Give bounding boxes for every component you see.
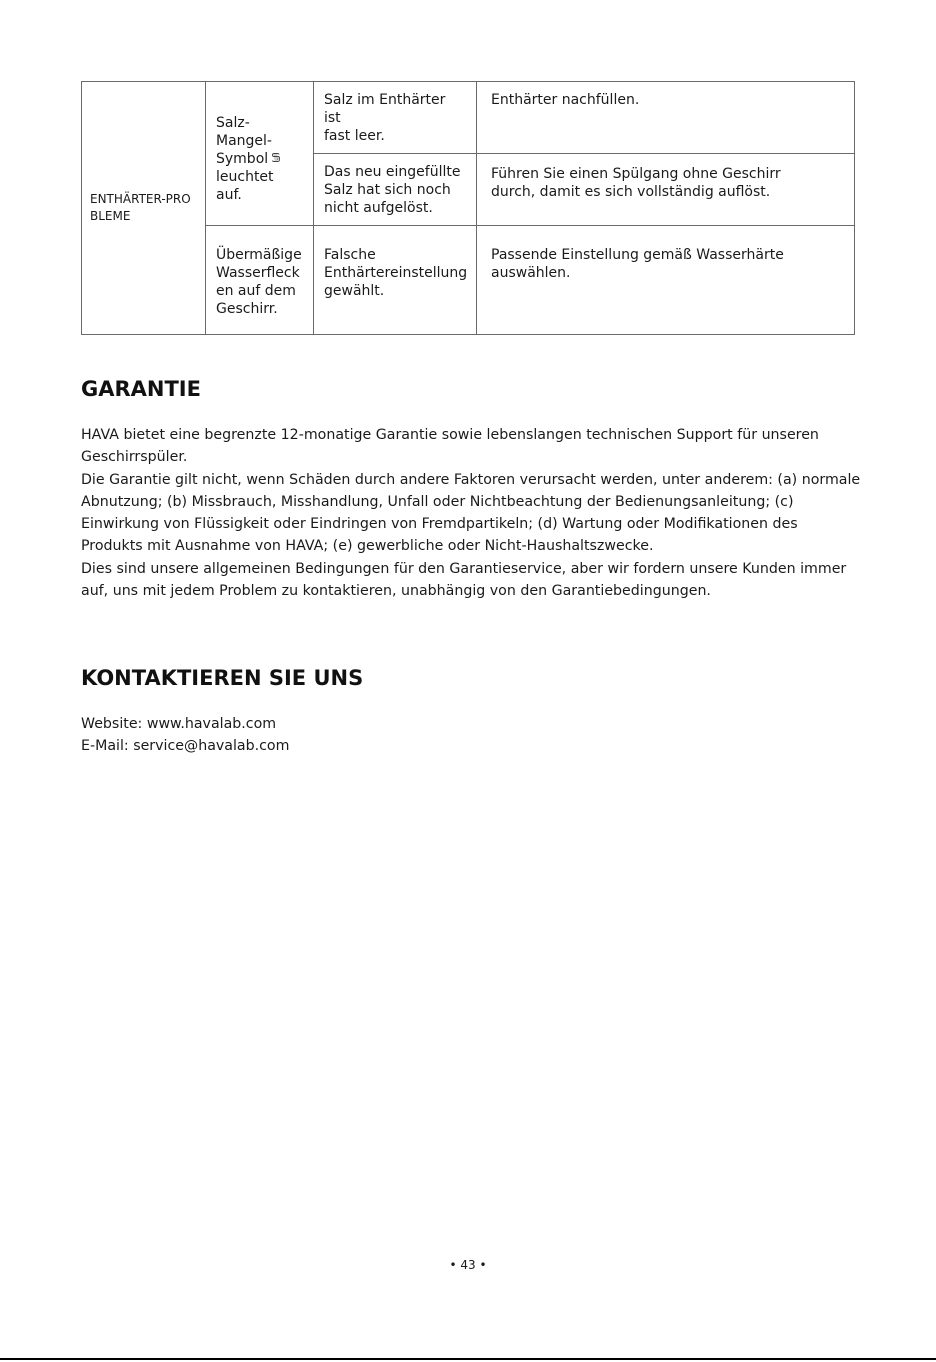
- cause-line: Falsche: [324, 247, 376, 263]
- solution-cell: [477, 82, 855, 154]
- bottom-rule: [0, 1358, 936, 1360]
- warranty-line: HAVA bietet eine begrenzte 12-monatige Garantie sowie lebenslangen technischen Support für unseren: [81, 427, 819, 443]
- category-label: ENTHÄRTER-PRO: [90, 192, 191, 206]
- page-number: • 43 •: [449, 1258, 487, 1272]
- email-text: E-Mail: service@havalab.com: [81, 738, 290, 755]
- solution-line: durch, damit es sich vollständig auflöst.: [491, 184, 771, 200]
- solution-line: Führen Sie einen Spülgang ohne Geschirr: [491, 166, 781, 182]
- contact-heading: KONTAKTIEREN SIE UNS: [81, 666, 364, 690]
- cause-line: Salz im Enthärter ist: [324, 92, 446, 126]
- solution-line: Enthärter nachfüllen.: [491, 92, 640, 108]
- warranty-text: [81, 424, 861, 602]
- symptom-line: Übermäßige: [216, 247, 302, 263]
- cause-cell: [314, 82, 477, 154]
- cause-cell: [314, 226, 477, 335]
- solution-cell: [477, 226, 855, 335]
- cause-line: nicht aufgelöst.: [324, 200, 433, 216]
- cause-line: gewählt.: [324, 283, 385, 299]
- cause-cell: [314, 154, 477, 226]
- symptom-line: Salz-Mangel-: [216, 115, 272, 149]
- warranty-line: Abnutzung; (b) Missbrauch, Misshandlung, Unfall oder Nichtbeachtung der Bedienungsanleitung; (c): [81, 493, 794, 510]
- warranty-line: Geschirrspüler.: [81, 449, 188, 466]
- category-cell: [82, 82, 206, 335]
- symptom-line: Wasserfleck: [216, 265, 300, 281]
- salt-refill-icon: [270, 152, 282, 164]
- symptom-line: Symbol: [216, 151, 269, 167]
- warranty-line: Die Garantie gilt nicht, wenn Schäden durch andere Faktoren verursacht werden, unter anderem: (a) normale: [81, 471, 861, 488]
- symptom-line: en auf dem: [216, 283, 296, 299]
- category-label: BLEME: [90, 209, 131, 223]
- troubleshooting-table: [81, 81, 855, 335]
- table-row: [82, 82, 855, 154]
- symptom-cell: [206, 226, 314, 335]
- cause-line: Enthärtereinstellung: [324, 265, 468, 281]
- contact-info: [81, 713, 289, 758]
- symptom-line: leuchtet auf.: [216, 169, 274, 203]
- website-text: Website: www.havalab.com: [81, 716, 277, 732]
- warranty-heading: GARANTIE: [81, 377, 201, 401]
- cause-line: Das neu eingefüllte: [324, 164, 461, 180]
- solution-line: Passende Einstellung gemäß Wasserhärte: [491, 247, 784, 263]
- solution-cell: [477, 154, 855, 226]
- symptom-line: Geschirr.: [216, 301, 278, 317]
- warranty-line: Einwirkung von Flüssigkeit oder Eindringen von Fremdpartikeln; (d) Wartung oder Modifikationen des: [81, 516, 798, 533]
- warranty-line: auf, uns mit jedem Problem zu kontaktieren, unabhängig von den Garantiebedingungen.: [81, 583, 711, 600]
- warranty-line: Dies sind unsere allgemeinen Bedingungen für den Garantieservice, aber wir fordern unsere Kunden immer: [81, 560, 847, 577]
- symptom-cell: [206, 82, 314, 226]
- warranty-line: Produkts mit Ausnahme von HAVA; (e) gewerbliche oder Nicht-Haushaltszwecke.: [81, 538, 654, 555]
- cause-line: fast leer.: [324, 128, 385, 144]
- solution-line: auswählen.: [491, 265, 571, 281]
- cause-line: Salz hat sich noch: [324, 182, 451, 198]
